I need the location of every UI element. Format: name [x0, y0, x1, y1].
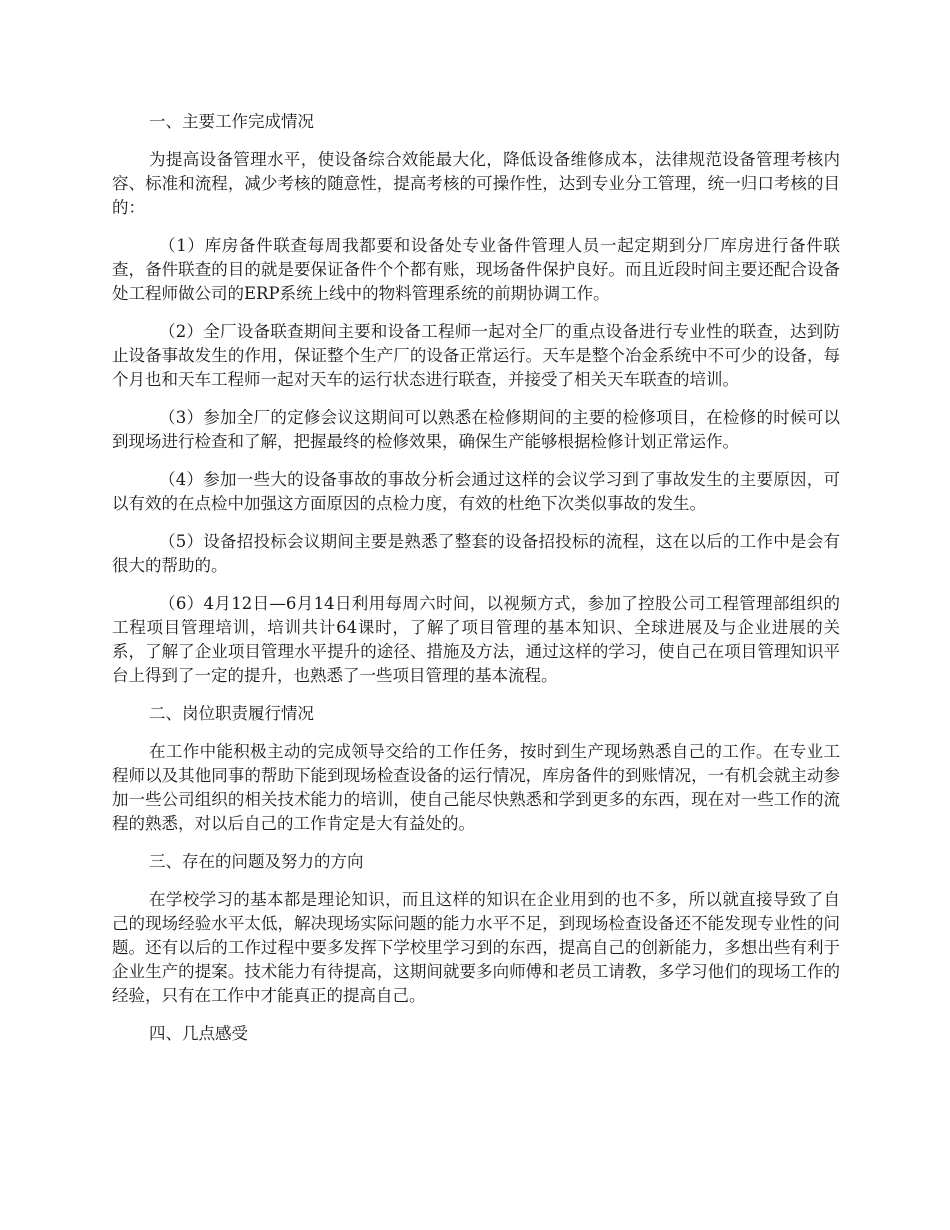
section-heading-4: 四、几点感受 [149, 1024, 248, 1043]
work-item-2: （2）全厂设备联查期间主要和设备工程师一起对全厂的重点设备进行专业性的联查，达到防止设备事故发生的作用，保证整个生产厂的设备正常运行。天车是整个冶金系统中不可少的设备，每个月也和天车工程师一起对天车的运行状态进行联查，并接受了相关天车联查的培训。 [112, 322, 840, 389]
section-heading-2: 二、岗位职责履行情况 [149, 704, 314, 723]
work-item-4: （4）参加一些大的设备事故的事故分析会通过这样的会议学习到了事故发生的主要原因，可以有效的在点检中加强这方面原因的点检力度，有效的杜绝下次类似事故的发生。 [112, 470, 840, 513]
document-body [112, 110, 840, 1060]
section-heading-1: 一、主要工作完成情况 [149, 112, 314, 131]
work-item-3: （3）参加全厂的定修会议这期间可以熟悉在检修期间的主要的检修项目，在检修的时候可以到现场进行检查和了解，把握最终的检修效果，确保生产能够根据检修计划正常运作。 [112, 408, 840, 451]
section-2-paragraph: 在工作中能积极主动的完成领导交给的工作任务，按时到生产现场熟悉自己的工作。在专业工程师以及其他同事的帮助下能到现场检查设备的运行情况，库房备件的到账情况，一有机会就主动参加一些公司组织的相关技术能力的培训，使自己能尽快熟悉和学到更多的东西，现在对一些工作的流程的熟悉，对以后自己的工作肯定是大有益处的。 [112, 742, 840, 833]
section-3-paragraph: 在学校学习的基本都是理论知识，而且这样的知识在企业用到的也不多，所以就直接导致了自己的现场经验水平太低，解决现场实际问题的能力水平不足，到现场检查设备还不能发现专业性的问题。还有以后的工作过程中要多发挥下学校里学习到的东西，提高自己的创新能力，多想出些有利于企业生产的提案。技术能力有待提高，这期间就要多向师傅和老员工请教，多学习他们的现场工作的经验，只有在工作中才能真正的提高自己。 [112, 890, 840, 1005]
section-heading-3: 三、存在的问题及努力的方向 [149, 852, 364, 871]
work-item-6: （6）4月12日—6月14日利用每周六时间，以视频方式，参加了控股公司工程管理部组织的工程项目管理培训，培训共计64课时，了解了项目管理的基本知识、全球进展及与企业进展的关系，了解了企业项目管理水平提升的途径、措施及方法，通过这样的学习，使自己在项目管理知识平台上得到了一定的提升，也熟悉了一些项目管理的基本流程。 [112, 594, 840, 685]
section-1-intro-paragraph: 为提高设备管理水平，使设备综合效能最大化，降低设备维修成本，法律规范设备管理考核内容、标准和流程，减少考核的随意性，提高考核的可操作性，达到专业分工管理，统一归口考核的目的： [112, 150, 840, 217]
work-item-5: （5）设备招投标会议期间主要是熟悉了整套的设备招投标的流程，这在以后的工作中是会有很大的帮助的。 [112, 532, 840, 575]
work-item-1: （1）库房备件联查每周我都要和设备处专业备件管理人员一起定期到分厂库房进行备件联查，备件联查的目的就是要保证备件个个都有账，现场备件保护良好。而且近段时间主要还配合设备处工程师做公司的ERP系统上线中的物料管理系统的前期协调工作。 [112, 236, 840, 303]
